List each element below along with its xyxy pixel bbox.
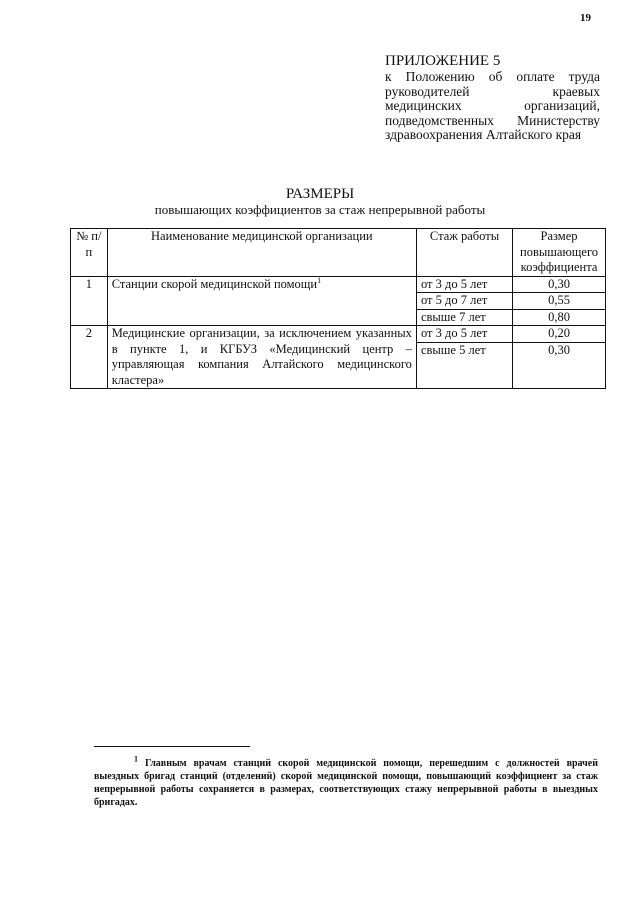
table-row (71, 326, 606, 343)
footnote (94, 754, 598, 809)
header-stazh-label: Стаж работы (429, 229, 500, 243)
row-1-num: 1 (71, 276, 108, 326)
row-1-stazh-3: свыше 7 лет (416, 309, 512, 326)
page-number: 19 (580, 12, 591, 24)
footnote-text: Главным врачам станций скорой медицинской помощи, перешедшим с должностей врачей выездных бригад станций (отделений) скорой медицинской помощи, повышающий коэффициент за стаж непрерывной работы сохраняется в размерах, соответствующих стажу непрерывной работы в выездных бригадах. (94, 758, 598, 808)
table-header-row (71, 229, 606, 277)
header-name (107, 229, 416, 277)
footnote-mark: 1 (134, 754, 138, 764)
header-num (71, 229, 108, 277)
row-1-stazh-2: от 5 до 7 лет (416, 293, 512, 310)
row-1-stazh-1: от 3 до 5 лет (416, 276, 512, 293)
row-1-coef-1: 0,30 (513, 276, 606, 293)
document-title: РАЗМЕРЫ (285, 186, 355, 202)
header-coef-label: Размер повышающего коэффициента (520, 229, 599, 274)
appendix-subtitle: к Положению об оплате труда руководителей краевых медицинских организаций, подведомственных Министерству здравоохранения Алтайского края (385, 69, 600, 142)
row-1-coef-3: 0,80 (513, 309, 606, 326)
footnote-ref: 1 (317, 275, 322, 285)
row-1-coef-2: 0,55 (513, 293, 606, 310)
document-subtitle: повышающих коэффициентов за стаж непрерывной работы (154, 202, 486, 217)
document-heading (0, 186, 640, 217)
table-row (71, 276, 606, 293)
row-1-name-text: Станции скорой медицинской помощи (111, 276, 318, 291)
appendix-block (385, 52, 600, 143)
row-2-num: 2 (71, 326, 108, 389)
row-2-coef-2: 0,30 (513, 343, 606, 389)
header-stazh (416, 229, 512, 277)
footnote-divider (94, 746, 250, 747)
header-num-label: № п/п (76, 229, 102, 259)
appendix-title: ПРИЛОЖЕНИЕ 5 (385, 53, 501, 69)
header-name-label: Наименование медицинской организации (151, 229, 373, 243)
coefficients-table (70, 228, 606, 389)
row-2-name: Медицинские организации, за исключением указанных в пункте 1, и КГБУЗ «Медицинский центр – управляющая компания Алтайского медицинского кластера» (107, 326, 416, 389)
row-2-coef-1: 0,20 (513, 326, 606, 343)
row-2-stazh-1: от 3 до 5 лет (416, 326, 512, 343)
row-1-name (107, 276, 416, 326)
row-2-stazh-2: свыше 5 лет (416, 343, 512, 389)
header-coef (513, 229, 606, 277)
